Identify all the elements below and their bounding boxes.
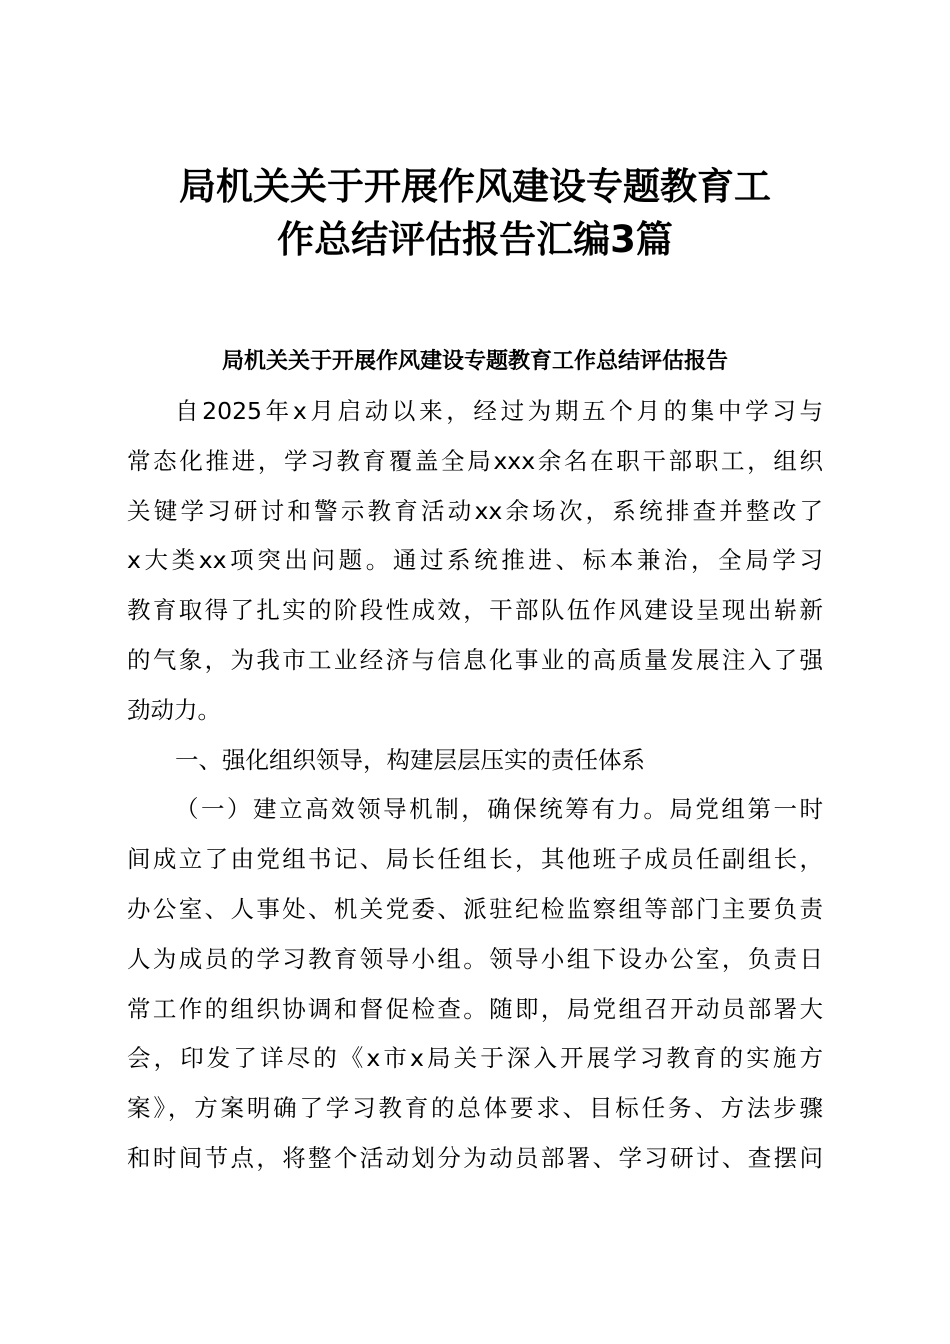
document-body [127, 396, 823, 1193]
document-title-line-1: 局机关关于开展作风建设专题教育工 [179, 165, 771, 208]
paragraph-line: 关键学习研讨和警示教育活动xx余场次，系统排查并整改了 [127, 496, 823, 525]
paragraph-line: 办公室、人事处、机关党委、派驻纪检监察组等部门主要负责 [127, 894, 823, 923]
report-subtitle: 局机关关于开展作风建设专题教育工作总结评估报告 [221, 349, 728, 374]
paragraph-line: 教育取得了扎实的阶段性成效，干部队伍作风建设呈现出崭新 [127, 596, 823, 625]
paragraph-line: 常工作的组织协调和督促检查。随即，局党组召开动员部署大 [127, 994, 823, 1023]
paragraph-line: 人为成员的学习教育领导小组。领导小组下设办公室，负责日 [127, 944, 823, 973]
paragraph-line: 案》，方案明确了学习教育的总体要求、目标任务、方法步骤 [127, 1094, 823, 1123]
paragraph-line: 和时间节点，将整个活动划分为动员部署、学习研讨、查摆问 [127, 1143, 823, 1172]
paragraph-line: 间成立了由党组书记、局长任组长，其他班子成员任副组长， [127, 845, 823, 874]
document-title-line-2: 作总结评估报告汇编3篇 [277, 218, 673, 261]
paragraph-line: （一）建立高效领导机制，确保统筹有力。局党组第一时 [175, 795, 823, 824]
paragraph-line: 自2025年x月启动以来，经过为期五个月的集中学习与 [175, 397, 823, 425]
paragraph-line: 劲动力。 [127, 695, 221, 724]
paragraph-line: x大类xx项突出问题。通过系统推进、标本兼治，全局学习 [127, 546, 823, 575]
paragraph-line: 会，印发了详尽的《x市x局关于深入开展学习教育的实施方 [127, 1044, 823, 1073]
paragraph-line: 的气象，为我市工业经济与信息化事业的高质量发展注入了强 [127, 645, 823, 674]
paragraph-line: 常态化推进，学习教育覆盖全局xxx余名在职干部职工，组织 [127, 446, 823, 475]
section-heading: 一、强化组织领导，构建层层压实的责任体系 [175, 745, 645, 774]
